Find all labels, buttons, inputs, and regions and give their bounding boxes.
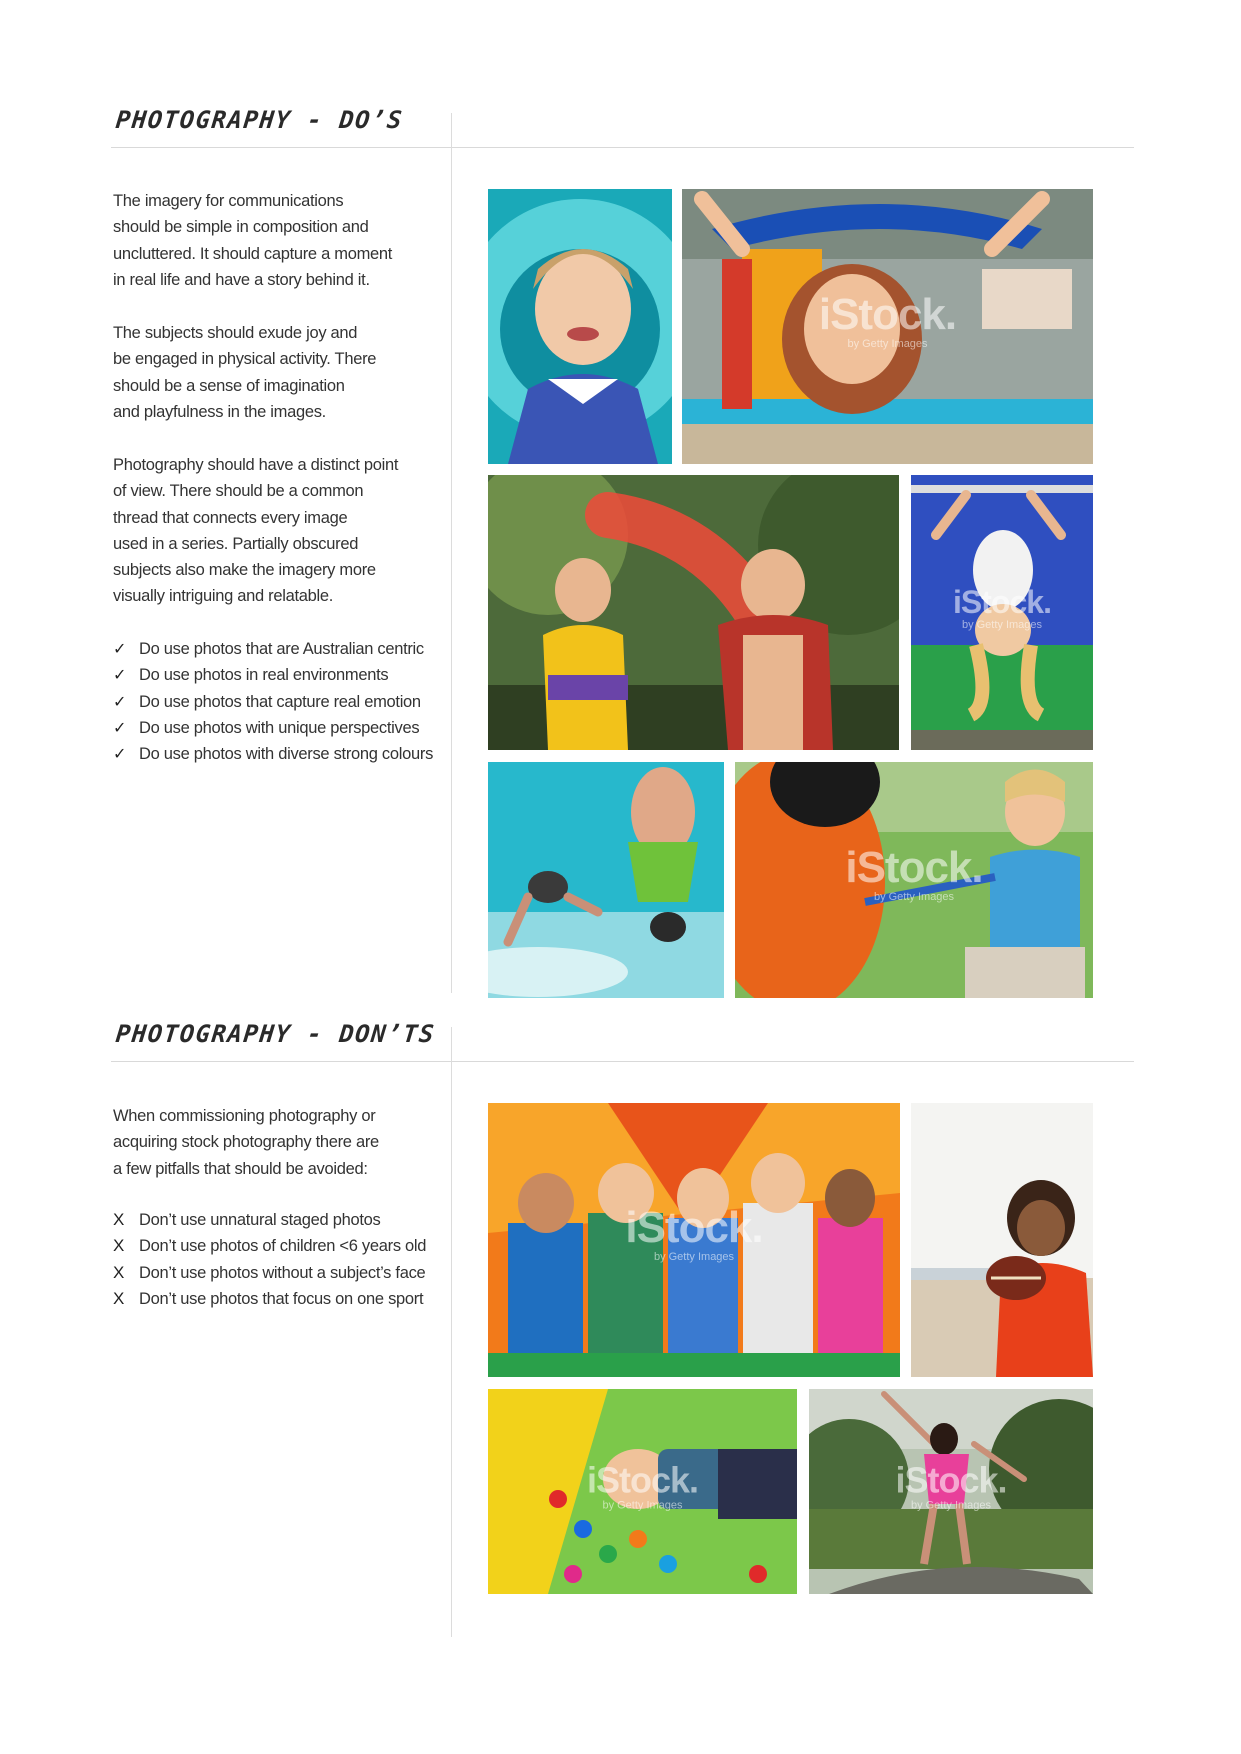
istock-watermark: iStock. by Getty Images (845, 842, 983, 903)
dos-list-item: ✓ Do use photos in real environments (113, 662, 433, 688)
dos-paragraph-2: The subjects should exude joy and be engaged in physical activity. There should be a sense of imagination and playfulness in the images. (113, 324, 377, 421)
donts-list-item: X Don’t use photos that focus on one sport (113, 1286, 426, 1312)
istock-watermark: iStock. by Getty Images (895, 1459, 1007, 1512)
donts-list-item: X Don’t use photos of children <6 years old (113, 1233, 426, 1259)
donts-list-item: X Don’t use unnatural staged photos (113, 1207, 426, 1233)
donts-list-item: X Don’t use photos without a subject’s face (113, 1260, 426, 1286)
donts-divider (111, 1061, 1134, 1062)
dos-list-item: ✓ Do use photos that are Australian centric (113, 636, 433, 662)
checkmark-icon: ✓ (113, 746, 127, 764)
checkmark-icon: ✓ (113, 693, 127, 711)
istock-watermark: iStock. by Getty Images (586, 1459, 699, 1512)
istock-watermark: iStock. by Getty Images (953, 583, 1051, 631)
photo-staged-group-bouncy-castle (488, 1103, 900, 1377)
photo-child-in-ball-pit (488, 1389, 797, 1594)
donts-column-divider (451, 1027, 452, 1637)
donts-paragraph: When commissioning photography or acquiring stock photography there are a few pitfalls that should be avoided: (113, 1107, 379, 1178)
dos-list-item: ✓ Do use photos with unique perspectives (113, 715, 433, 741)
checkmark-icon: ✓ (113, 641, 127, 658)
istock-watermark: iStock. by Getty Images (625, 1202, 763, 1263)
dos-paragraph-1: The imagery for communications should be simple in composition and uncluttered. It should capture a moment in real life and have a story behind it. (113, 192, 393, 289)
donts-list (113, 1207, 426, 1312)
photo-girl-balancing-on-rock (809, 1389, 1093, 1594)
donts-section-title: PHOTOGRAPHY - DON’TS (114, 1020, 437, 1048)
dos-divider (111, 147, 1134, 148)
dos-list-item: ✓ Do use photos that capture real emotion (113, 689, 433, 715)
cross-icon: X (113, 1262, 125, 1282)
cross-icon: X (113, 1288, 125, 1308)
photo-child-with-football (911, 1103, 1093, 1377)
istock-watermark: iStock. by Getty Images (818, 289, 957, 350)
cross-icon: X (113, 1236, 125, 1256)
checkmark-icon: ✓ (113, 667, 127, 685)
dos-checklist (113, 636, 433, 767)
dos-column-divider (451, 113, 452, 993)
photo-kids-tug-of-war (735, 762, 1093, 998)
photo-kids-swimming-underwater (488, 762, 724, 998)
checkmark-icon: ✓ (113, 719, 127, 737)
photo-boy-upside-down (682, 189, 1093, 464)
dos-paragraph-3: Photography should have a distinct point of view. There should be a common thread that connects every image used in a series. Partially obscured subjects also make the imagery more visually intriguing and relatable. (113, 456, 399, 606)
dos-section-title: PHOTOGRAPHY - DO’S (114, 106, 405, 134)
photo-girl-monkey-bars (911, 475, 1093, 750)
photo-kids-superhero-play (488, 475, 899, 750)
cross-icon: X (113, 1210, 125, 1229)
dos-list-item: ✓ Do use photos with diverse strong colours (113, 741, 433, 767)
photo-girl-in-slide-tube (488, 189, 672, 464)
